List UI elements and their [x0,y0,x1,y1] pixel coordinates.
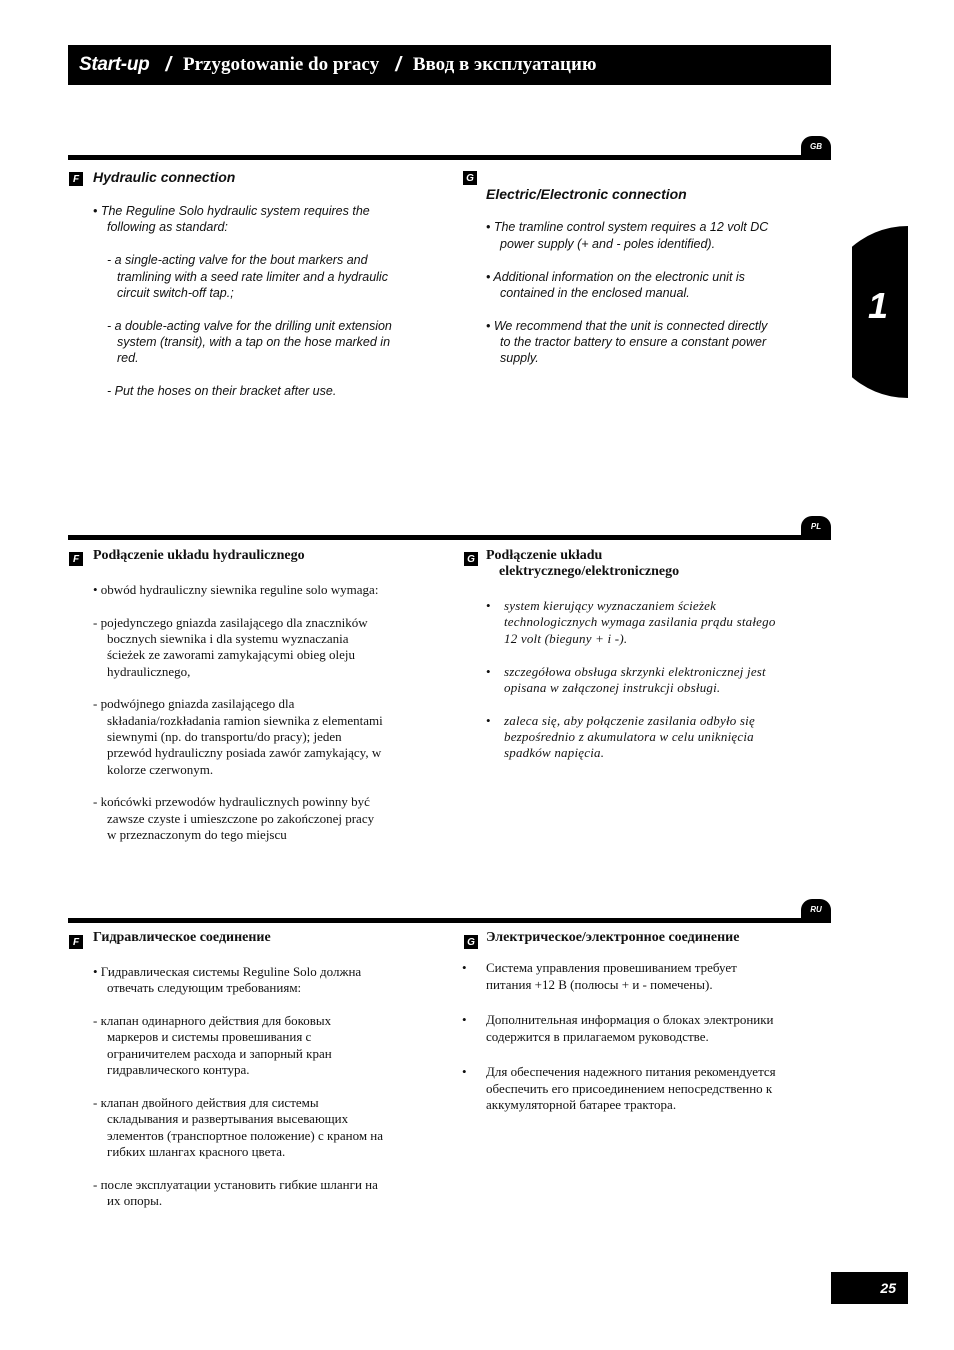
list-item: system kierujący wyznaczaniem ścieżek [504,598,717,613]
language-badge-gb: GB [801,136,831,157]
list-item: - Put the hoses on their bracket after use. [107,384,337,398]
list-item: kolorze czerwonym. [107,762,214,777]
bullet: • [462,1012,467,1027]
section-mark-f: F [69,552,83,566]
bullet: • [462,1064,467,1079]
list-item: power supply (+ and - poles identified). [500,237,716,251]
list-item: ограничителем расхода и запорный кран [107,1046,332,1061]
section-title: Электрическое/электронное соединение [486,930,740,945]
header-title-en: Start-up [79,54,150,75]
list-item: contained in the enclosed manual. [500,286,690,300]
list-item: обеспечить его присоединением непосредственно к [486,1081,773,1096]
list-item: • Additional information on the electronic unit is [486,270,745,284]
list-item: - клапан двойного действия для системы [93,1095,319,1110]
list-item: circuit switch-off tap.; [117,286,234,300]
header-title-ru: Ввод в эксплуатацию [412,54,597,75]
bullet: • [462,960,467,975]
section-title: Electric/Electronic connection [486,186,687,202]
list-item: w przeznaczonym do tego miejscu [107,827,287,842]
section-mark-g: G [464,935,478,949]
list-item: их опоры. [107,1193,163,1208]
list-item: opisana w załączonej instrukcji obsługi. [504,680,721,695]
section-title: Hydraulic connection [93,169,236,185]
list-item: - после эксплуатации установить гибкие шланги на [93,1177,378,1192]
section-mark-f: F [69,172,83,186]
list-item: - клапан одинарного действия для боковых [93,1013,332,1028]
list-item: • The Reguline Solo hydraulic system requires the [93,204,370,218]
language-badge-ru: RU [801,899,831,920]
page-number: 25 [831,1272,908,1304]
list-item: spadków napięcia. [504,745,605,760]
list-item: отвечать следующим требованиям: [107,980,302,995]
section-title: Гидравлическое соединение [93,930,271,945]
header-title-pl: Przygotowanie do pracy [183,54,380,75]
list-item: składania/rozkładania ramion siewnika z elementami [107,713,383,728]
list-item: гибких шлангах красного цвета. [107,1144,286,1159]
list-item: гидравлического контура. [107,1062,250,1077]
list-item: - pojedynczego gniazda zasilającego dla znaczników [93,615,368,630]
list-item: аккумуляторной батарее трактора. [486,1097,677,1112]
list-item: • obwód hydrauliczny siewnika reguline solo wymaga: [93,582,379,597]
section-rule [68,535,831,540]
bullet: • [486,664,491,679]
section-title: Podłączenie układu [486,548,603,563]
list-item: Дополнительная информация о блоках электроники [486,1012,774,1027]
bullet: • [486,713,491,728]
list-item: ścieżek ze zaworami zamykającymi obieg oleju [107,647,355,662]
section-title: elektrycznego/elektronicznego [499,564,680,579]
list-item: питания +12 В (полюсы + и - помечены). [486,977,713,992]
section-mark-g: G [464,552,478,566]
list-item: supply. [500,351,539,365]
language-badge-pl: PL [801,516,831,537]
section-mark-g: G [463,171,477,185]
section-title: Podłączenie układu hydraulicznego [93,548,305,563]
chapter-number: 1 [868,285,889,326]
list-item: tramlining with a seed rate limiter and a hydraulic [117,270,388,284]
list-item: Система управления провешиванием требует [486,960,737,975]
list-item: siewnymi (np. do transportu/do pracy); jeden [107,729,342,744]
list-item: zaleca się, aby połączenie zasilania odbyło się [504,713,755,728]
list-item: - końcówki przewodów hydraulicznych powinny być [93,794,370,809]
list-item: Для обеспечения надежного питания рекомендуется [486,1064,776,1079]
header-separator: / [165,53,171,76]
section-mark-f: F [69,935,83,949]
list-item: following as standard: [107,220,228,234]
section-rule [68,155,831,160]
list-item: содержится в прилагаемом руководстве. [486,1029,709,1044]
page-header [68,45,831,85]
list-item: элементов (транспортное положение) с краном на [107,1128,384,1143]
list-item: • Гидравлическая системы Reguline Solo должна [93,964,362,979]
list-item: zawsze czyste i umieszczone po zakończonej pracy [107,811,375,826]
list-item: szczegółowa obsługa skrzynki elektronicznej jest [504,664,766,679]
list-item: red. [117,351,139,365]
list-item: bocznych siewnika i dla systemu wyznaczania [107,631,349,646]
list-item: • We recommend that the unit is connected directly [486,319,768,333]
list-item: 12 volt (bieguny + i -). [504,631,628,646]
list-item: складывания и развертывания высевающих [107,1111,349,1126]
list-item: • The tramline control system requires a 12 volt DC [486,220,769,234]
list-item: bezpośrednio z akumulatora w celu uniknięcia [504,729,754,744]
list-item: system (transit), with a tap on the hose marked in [117,335,391,349]
header-separator: / [395,53,401,76]
section-rule [68,918,831,923]
list-item: - a single-acting valve for the bout markers and [107,253,368,267]
list-item: - podwójnego gniazda zasilającego dla [93,696,295,711]
bullet: • [486,598,491,613]
list-item: technologicznych wymaga zasilania prądu stałego [504,614,776,629]
list-item: маркеров и системы провешивания с [107,1029,312,1044]
list-item: - a double-acting valve for the drilling unit extension [107,319,392,333]
list-item: przewód hydrauliczny posiada zawór zamykający, w [107,745,382,760]
list-item: to the tractor battery to ensure a constant power [500,335,767,349]
list-item: hydraulicznego, [107,664,191,679]
